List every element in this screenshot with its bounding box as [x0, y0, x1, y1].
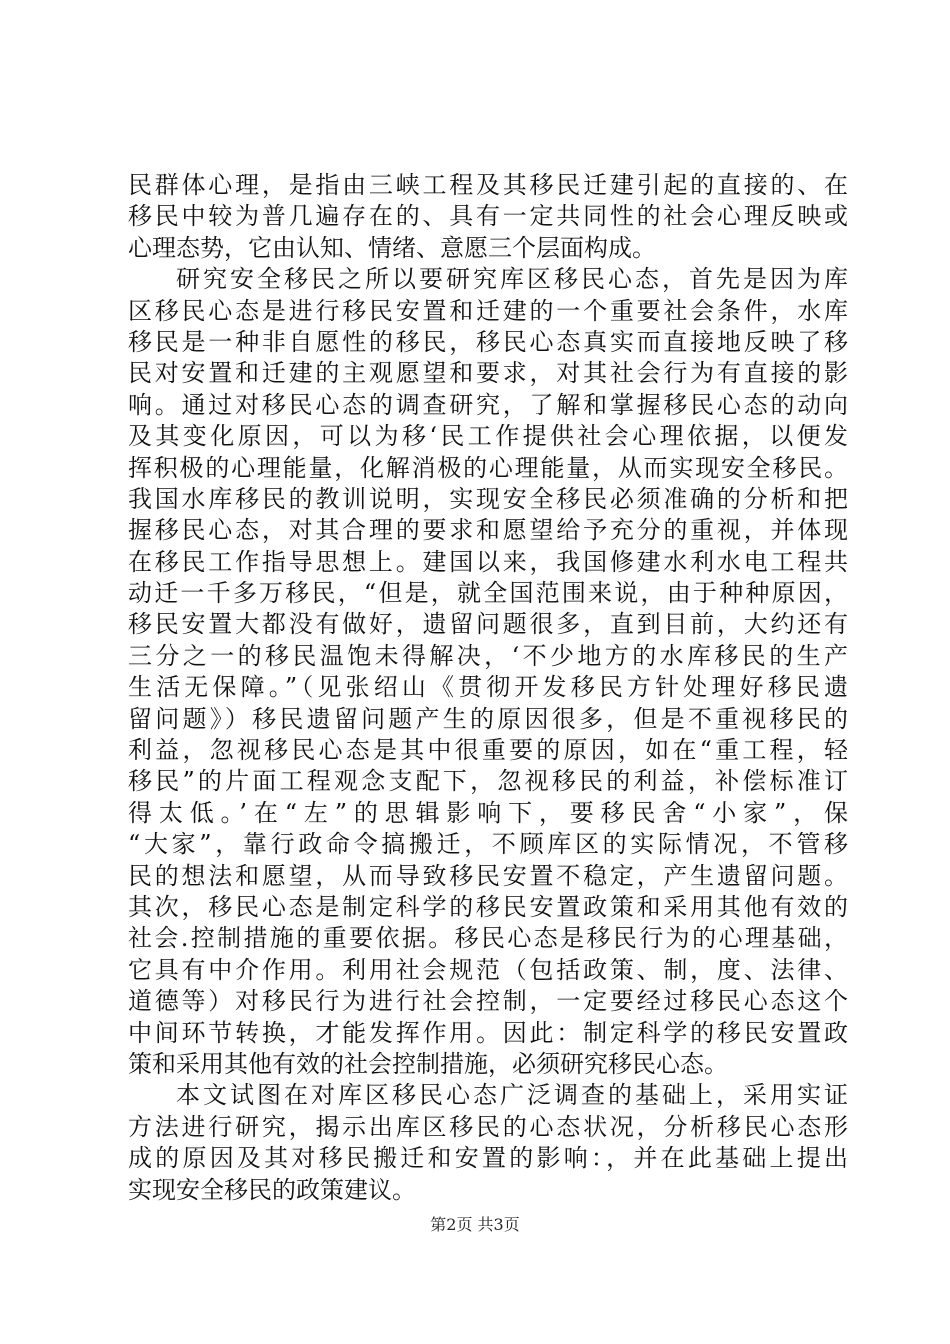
text-line: 区移民心态是进行移民安置和迁建的一个重要社会条件，水库	[128, 296, 848, 325]
text-line: 得太低。’在“左”的思辑影响下，要移民舍“小家”，保	[128, 798, 848, 827]
text-line: 民群体心理，是指由三峡工程及其移民迁建引起的直接的、在	[128, 171, 848, 199]
text-line: 挥积极的心理能量，化解消极的心理能量，从而实现安全移民。	[128, 453, 848, 482]
text-line: 其次，移民心态是制定科学的移民安置政策和采用其他有效的	[128, 892, 848, 921]
text-line: 移民中较为普几遍存在的、具有一定共同性的社会心理反映或	[128, 202, 848, 231]
text-line: 方法进行研究，揭示出库区移民的心态状况，分析移民心态形	[128, 1112, 848, 1141]
text-line: 道德等）对移民行为进行社会控制，一定要经过移民心态这个	[128, 987, 848, 1016]
text-line: 心理态势，它由认知、情绪、意愿三个层面构成。	[128, 233, 656, 262]
text-line: 社会.控制措施的重要依据。移民心态是移民行为的心理基础，	[128, 924, 848, 953]
text-line: 我国水库移民的教训说明，实现安全移民必须准确的分析和把	[128, 484, 848, 513]
text-line: 移民是一种非自愿性的移民，移民心态真实而直接地反映了移	[128, 327, 848, 356]
text-line: 动迁一千多万移民，“但是，就全国范围来说，由于种种原因，	[128, 579, 848, 608]
text-line: 民的想法和愿望，从而导致移民安置不稳定，产生遗留问题。	[128, 861, 848, 890]
paragraph-first-line: 研究安全移民之所以要研究库区移民心态，首先是因为库	[176, 265, 848, 294]
text-line: 策和采用其他有效的社会控制措施，必须研究移民心态。	[128, 1049, 728, 1078]
text-line: 在移民工作指导思想上。建国以来，我国修建水利水电工程共	[128, 547, 848, 576]
text-line: 中间环节转换，才能发挥作用。因此：制定科学的移民安置政	[128, 1018, 848, 1047]
text-line: “大家”，靠行政命令搞搬迁，不顾库区的实际情况，不管移	[128, 830, 848, 859]
text-line: 留问题》）移民遗留问题产生的原因很多，但是不重视移民的	[128, 704, 848, 733]
text-line: 移民”的片面工程观念支配下，忽视移民的利益，补偿标准订	[128, 767, 848, 796]
body-text	[128, 170, 848, 1206]
paragraph-first-line: 本文试图在对库区移民心态广泛调查的基础上，采用实证	[176, 1081, 848, 1110]
text-line: 实现安全移民的政策建议。	[128, 1175, 416, 1204]
text-line: 生活无保障。”（见张绍山《贯彻开发移民方针处理好移民遗	[128, 673, 848, 702]
text-line: 及其变化原因，可以为移‘民工作提供社会心理依据，以便发	[128, 422, 848, 451]
text-line: 它具有中介作用。利用社会规范（包括政策、制，度、法律、	[128, 955, 848, 984]
text-line: 移民安置大都没有做好，遗留问题很多，直到目前，大约还有	[128, 610, 848, 639]
page-number-footer: 第2页 共3页	[430, 1215, 520, 1234]
text-line: 民对安置和迁建的主观愿望和要求，对其社会行为有直接的影	[128, 359, 848, 388]
text-line: 利益，忽视移民心态是其中很重要的原因，如在“重工程，轻	[128, 736, 848, 765]
text-line: 成的原因及其对移民搬迁和安置的影响：，并在此基础上提出	[128, 1144, 848, 1173]
text-line: 三分之一的移民温饱未得解决，‘不少地方的水库移民的生产	[128, 641, 848, 670]
text-line: 响。通过对移民心态的调查研究，了解和掌握移民心态的动向	[128, 390, 848, 419]
text-line: 握移民心态，对其合理的要求和愿望给予充分的重视，并体现	[128, 516, 848, 545]
